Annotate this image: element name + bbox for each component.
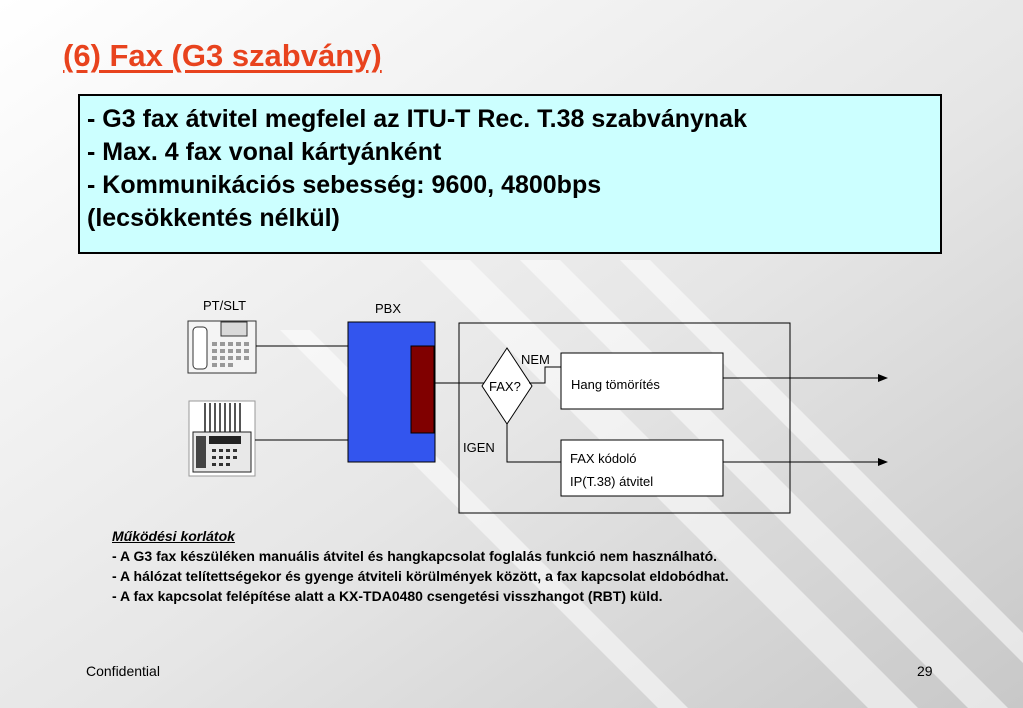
notes-section bbox=[112, 526, 729, 606]
fax-arrowhead bbox=[878, 458, 888, 466]
pt-slt-label: PT/SLT bbox=[203, 298, 247, 313]
decision-label: FAX? bbox=[489, 379, 521, 394]
voice-arrowhead bbox=[878, 374, 888, 382]
fax-encoder-label: FAX kódoló bbox=[570, 451, 637, 466]
page-number: 29 bbox=[917, 663, 933, 679]
note-line-1: - A G3 fax készüléken manuális átvitel és hangkapcsolat foglalás funkció nem használható. bbox=[112, 548, 718, 564]
bullet-1: - G3 fax átvitel megfelel az ITU-T Rec. T.38 szabványnak bbox=[87, 105, 747, 133]
pbx-label: PBX bbox=[375, 301, 402, 316]
voice-compression-label: Hang tömörítés bbox=[571, 377, 660, 392]
bullet-4: (lecsökkentés nélkül) bbox=[87, 204, 340, 232]
fax-machine-icon bbox=[189, 401, 255, 476]
no-label: NEM bbox=[521, 352, 550, 367]
bullet-2: - Max. 4 fax vonal kártyánként bbox=[87, 138, 442, 166]
no-branch-line bbox=[529, 367, 561, 383]
phone-icon bbox=[188, 321, 256, 373]
notes-title: Működési korlátok bbox=[112, 528, 235, 544]
yes-label: IGEN bbox=[463, 440, 495, 455]
ip-t38-label: IP(T.38) átvitel bbox=[570, 474, 654, 489]
yes-branch-line bbox=[507, 424, 561, 462]
slide-title: (6) Fax (G3 szabvány) bbox=[63, 38, 382, 73]
fax-card bbox=[411, 346, 434, 433]
note-line-2: - A hálózat telítettségekor és gyenge átviteli körülmények között, a fax kapcsolat eldobódhat. bbox=[112, 568, 729, 584]
bullet-3: - Kommunikációs sebesség: 9600, 4800bps bbox=[87, 171, 602, 199]
footer-confidential: Confidential bbox=[86, 663, 160, 679]
note-line-3: - A fax kapcsolat felépítése alatt a KX-TDA0480 csengetési visszhangot (RBT) küld. bbox=[112, 588, 663, 604]
